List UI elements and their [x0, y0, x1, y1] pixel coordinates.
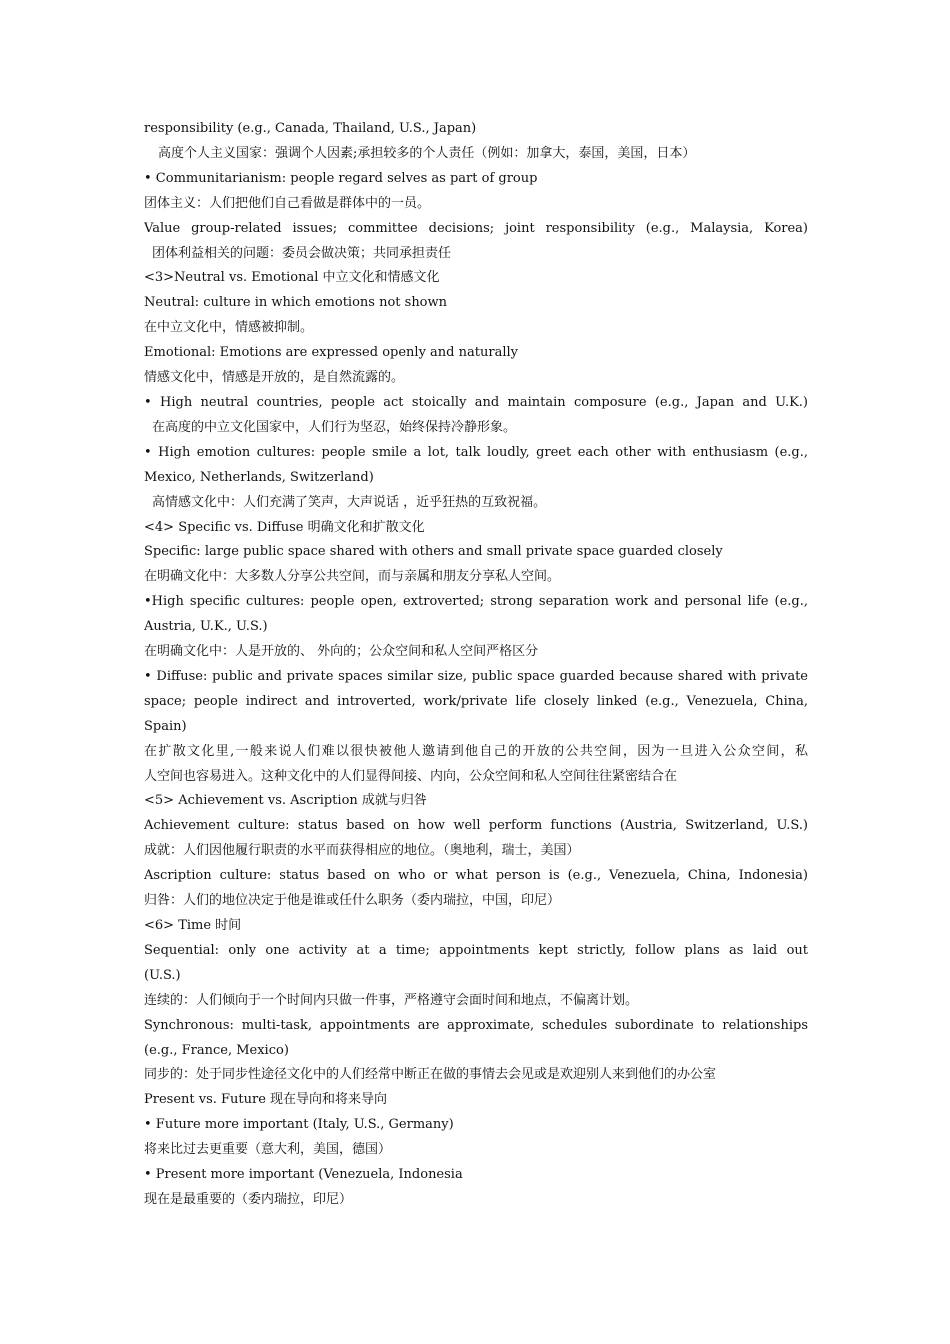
bullet-line: •High specific cultures: people open, extroverted; strong separation work and personal life (e.g., [144, 594, 808, 610]
text-line: responsibility (e.g., Canada, Thailand, U.S., Japan) [144, 121, 477, 136]
text-line: 情感文化中，情感是开放的，是自然流露的。 [144, 370, 405, 386]
bullet-line: • High emotion cultures: people smile a lot, talk loudly, greet each other with enthusiasm (e.g., [144, 444, 808, 460]
text-line: Synchronous: multi-task, appointments are approximate, schedules subordinate to relationships [144, 1017, 808, 1033]
bullet-line: • High neutral countries, people act stoically and maintain composure (e.g., Japan and U.K.) [144, 394, 808, 410]
text-line: 成就：人们因他履行职责的水平而获得相应的地位。（奥地利，瑞士，美国） [144, 843, 580, 859]
text-line: Spain) [144, 718, 187, 734]
text-line: Mexico, Netherlands, Switzerland) [144, 469, 374, 485]
text-line: 在明确文化中：人是开放的、 外向的；公众空间和私人空间严格区分 [144, 644, 539, 660]
bullet-line: • Diffuse: public and private spaces similar size, public space guarded because shared with private [144, 668, 808, 684]
text-line: 团体利益相关的问题：委员会做决策；共同承担责任 [152, 245, 452, 261]
section-heading: <3>Neutral vs. Emotional 中立文化和情感文化 [144, 270, 440, 286]
text-line: 高度个人主义国家：强调个人因素;承担较多的个人责任（例如：加拿大，泰国，美国，日本） [158, 145, 696, 161]
text-line: Achievement culture: status based on how well perform functions (Austria, Switzerland, U.S.) [144, 818, 808, 834]
text-line: 在中立文化中，情感被抑制。 [144, 320, 314, 336]
text-line: 在高度的中立文化国家中，人们行为坚忍，始终保持冷静形象。 [152, 419, 517, 435]
text-line: Sequential: only one activity at a time; appointments kept strictly, follow plans as laid out [144, 942, 808, 958]
text-line: 归咎：人们的地位决定于他是谁或任什么职务（委内瑞拉，中国，印尼） [144, 893, 561, 909]
section-heading: Present vs. Future 现在导向和将来导向 [144, 1092, 388, 1108]
document-page [144, 117, 808, 1213]
text-line: Ascription culture: status based on who or what person is (e.g., Venezuela, China, Indonesia) [144, 868, 808, 884]
text-line: Value group-related issues; committee decisions; joint responsibility (e.g., Malaysia, Korea) [144, 220, 808, 236]
text-line: space; people indirect and introverted, work/private life closely linked (e.g., Venezuela, China, [144, 693, 808, 709]
text-line: Specific: large public space shared with others and small private space guarded closely [144, 544, 723, 560]
text-line: 同步的：处于同步性途径文化中的人们经常中断正在做的事情去会见或是欢迎别人来到他们的办公室 [144, 1067, 717, 1083]
text-line: 高情感文化中：人们充满了笑声，大声说话 ，近乎狂热的互致祝福。 [152, 494, 547, 510]
section-heading: <5> Achievement vs. Ascription 成就与归咎 [144, 793, 427, 809]
section-heading: <6> Time 时间 [144, 918, 242, 933]
text-line: (e.g., France, Mexico) [144, 1042, 289, 1058]
text-line: 现在是最重要的（委内瑞拉，印尼） [144, 1191, 353, 1207]
text-line: (U.S.) [144, 967, 181, 983]
text-line: 在明确文化中：大多数人分享公共空间，而与亲属和朋友分享私人空间。 [144, 569, 561, 585]
text-line: 团体主义：人们把他们自己看做是群体中的一员。 [144, 195, 431, 211]
bullet-line: • Communitarianism: people regard selves as part of group [144, 170, 538, 186]
text-line: 人空间也容易进入。这种文化中的人们显得间接、内向，公众空间和私人空间往往紧密结合在 [144, 768, 678, 784]
text-line: Emotional: Emotions are expressed openly and naturally [144, 345, 518, 361]
text-line: 在扩散文化里,一般来说人们难以很快被他人邀请到他自己的开放的公共空间，因为一旦进入公众空间，私 [144, 743, 808, 759]
bullet-line: • Present more important (Venezuela, Indonesia [144, 1167, 463, 1183]
text-line: Austria, U.K., U.S.) [144, 619, 268, 635]
text-line: Neutral: culture in which emotions not shown [144, 295, 448, 311]
section-heading: <4> Specific vs. Diffuse 明确文化和扩散文化 [144, 519, 425, 535]
bullet-line: • Future more important (Italy, U.S., Germany) [144, 1117, 454, 1133]
text-line: 连续的：人们倾向于一个时间内只做一件事，严格遵守会面时间和地点，不偏离计划。 [144, 992, 639, 1008]
text-line: 将来比过去更重要（意大利，美国，德国） [144, 1142, 392, 1158]
